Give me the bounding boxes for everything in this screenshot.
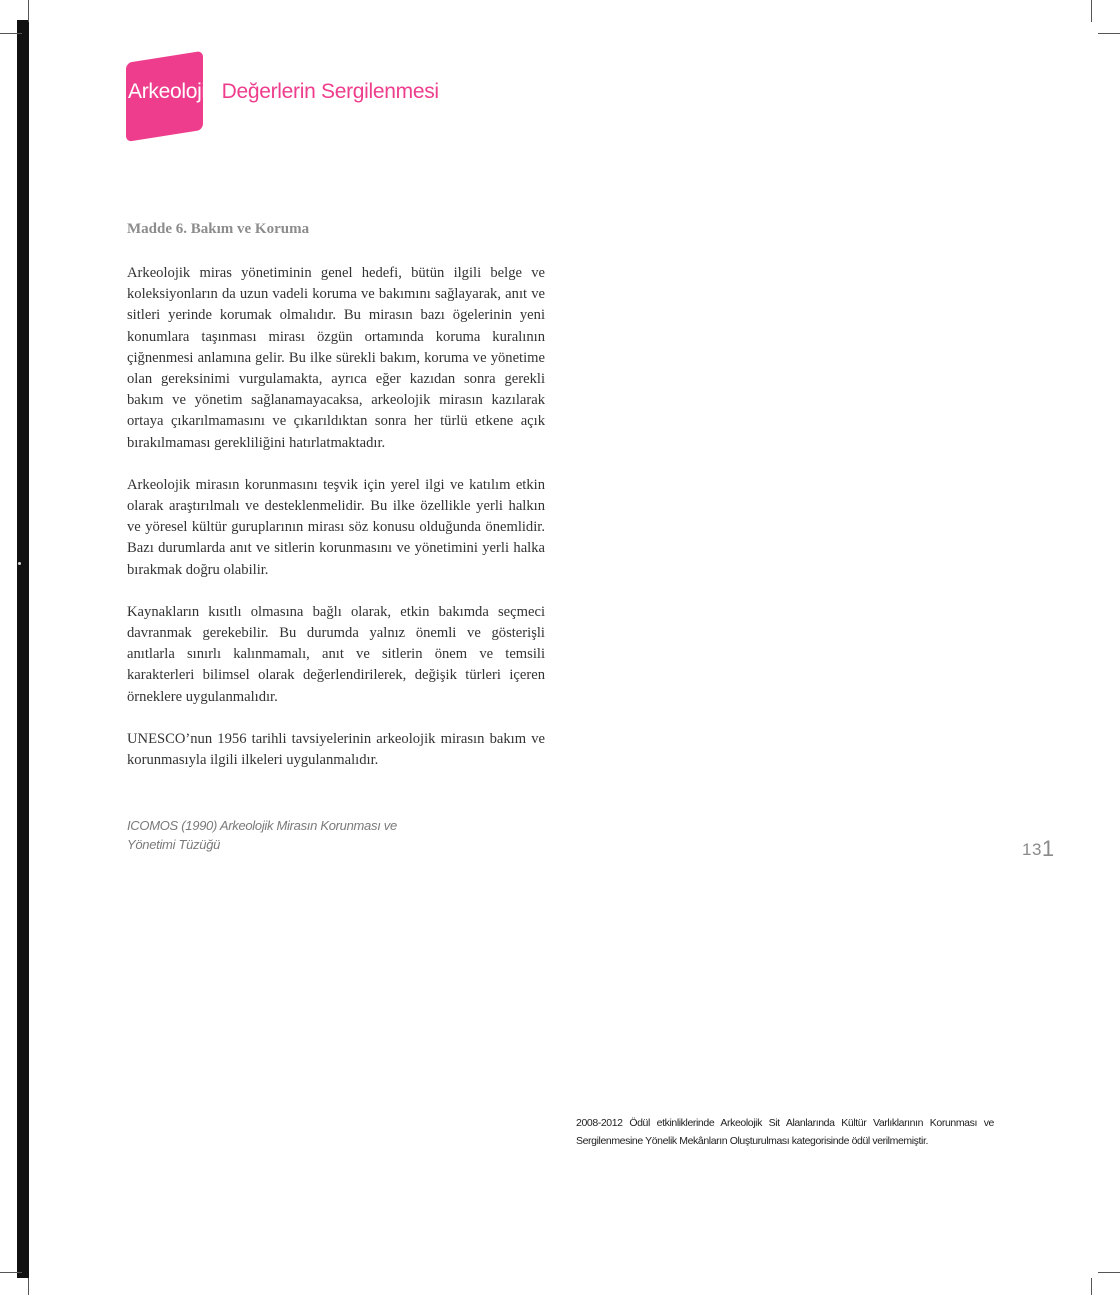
paragraph-1: Arkeolojik miras yönetiminin genel hedefi, bütün ilgili belge ve koleksiyonların da uzun vadeli koruma ve bakımını sağlayarak, anıt ve sitleri yerinde korumak olmalıdır. Bu mirasın bazı ögelerinin yeni konumlara taşınması mirası özgün ortamında koruma kuralının çiğnenmesi anlamına gelir. Bu ilke sürekli bakım, koruma ve yönetime olan gereksinimi vurgulamakta, ayrıca eğer kazıdan sonra gerekli bakım ve yönetim sağlanamayacaksa, arkeolojik mirasın kazılarak ortaya çıkarılmamasını ve çıkarıldıktan sonra her türlü etkene açık bırakılmaması gerekliliğini hatırlatmaktadır. <box>127 265 545 451</box>
body-text <box>127 263 545 792</box>
page-number-last: 1 <box>1041 836 1055 861</box>
paragraph-2: Arkeolojik mirasın korunmasını teşvik için yerel ilgi ve katılım etkin olarak araştırılmalı ve desteklenmelidir. Bu ilke özellikle yerli halkın ve yöresel kültür guruplarının mirası söz konusu olduğunda önemlidir. Bazı durumlarda anıt ve sitlerin korunmasını ve yönetimini yerli halka bırakmak doğru olabilir. <box>127 476 545 578</box>
page-number <box>1022 835 1055 861</box>
binding-mark <box>18 562 21 565</box>
crop-mark-top-right <box>1098 33 1120 34</box>
binding-strip <box>17 20 29 1278</box>
crop-mark-top-right-vertical <box>1091 0 1092 22</box>
section-heading: Madde 6. Bakım ve Koruma <box>127 221 310 237</box>
source-line-1: ICOMOS (1990) Arkeolojik Mirasın Korunması ve <box>127 818 397 833</box>
header-highlight: Arkeolojik <box>128 80 217 103</box>
page-number-prefix: 13 <box>1022 840 1042 859</box>
crop-mark-top-left <box>0 33 22 34</box>
source-line-2: Yönetimi Tüzüğü <box>127 837 221 852</box>
source-citation <box>127 816 427 854</box>
paragraph-4: UNESCO’nun 1956 tarihli tavsiyelerinin arkeolojik mirasın bakım ve korunmasıyla ilgili ilkeleri uygulanmalıdır. <box>127 730 545 769</box>
crop-mark-top-left-vertical <box>28 0 29 22</box>
paragraph-3: Kaynakların kısıtlı olmasına bağlı olarak, etkin bakımda seçmeci davranmak gerekebilir. Bu durumda yalnız önemli ve gösterişli anıtlarla sınırlı kalınmamalı, anıt ve sitlerin önem ve temsili karakterleri bilimsel olarak değerlendirilerek, değişik türleri içeren örneklere uygulanmalıdır. <box>127 603 545 705</box>
crop-mark-bottom-left <box>0 1272 22 1273</box>
header-rest: Değerlerin Sergilenmesi <box>216 80 439 103</box>
crop-mark-bottom-left-vertical <box>28 1278 29 1295</box>
crop-mark-bottom-right <box>1098 1272 1120 1273</box>
footnote: 2008-2012 Ödül etkinliklerinde Arkeolojik Sit Alanlarında Kültür Varlıklarının Korunması ve Sergilenmesine Yönelik Mekânların Oluşturulması kategorisinde ödül verilmemiştir. <box>576 1117 994 1147</box>
crop-mark-bottom-right-vertical <box>1091 1278 1092 1295</box>
running-header <box>128 80 439 104</box>
